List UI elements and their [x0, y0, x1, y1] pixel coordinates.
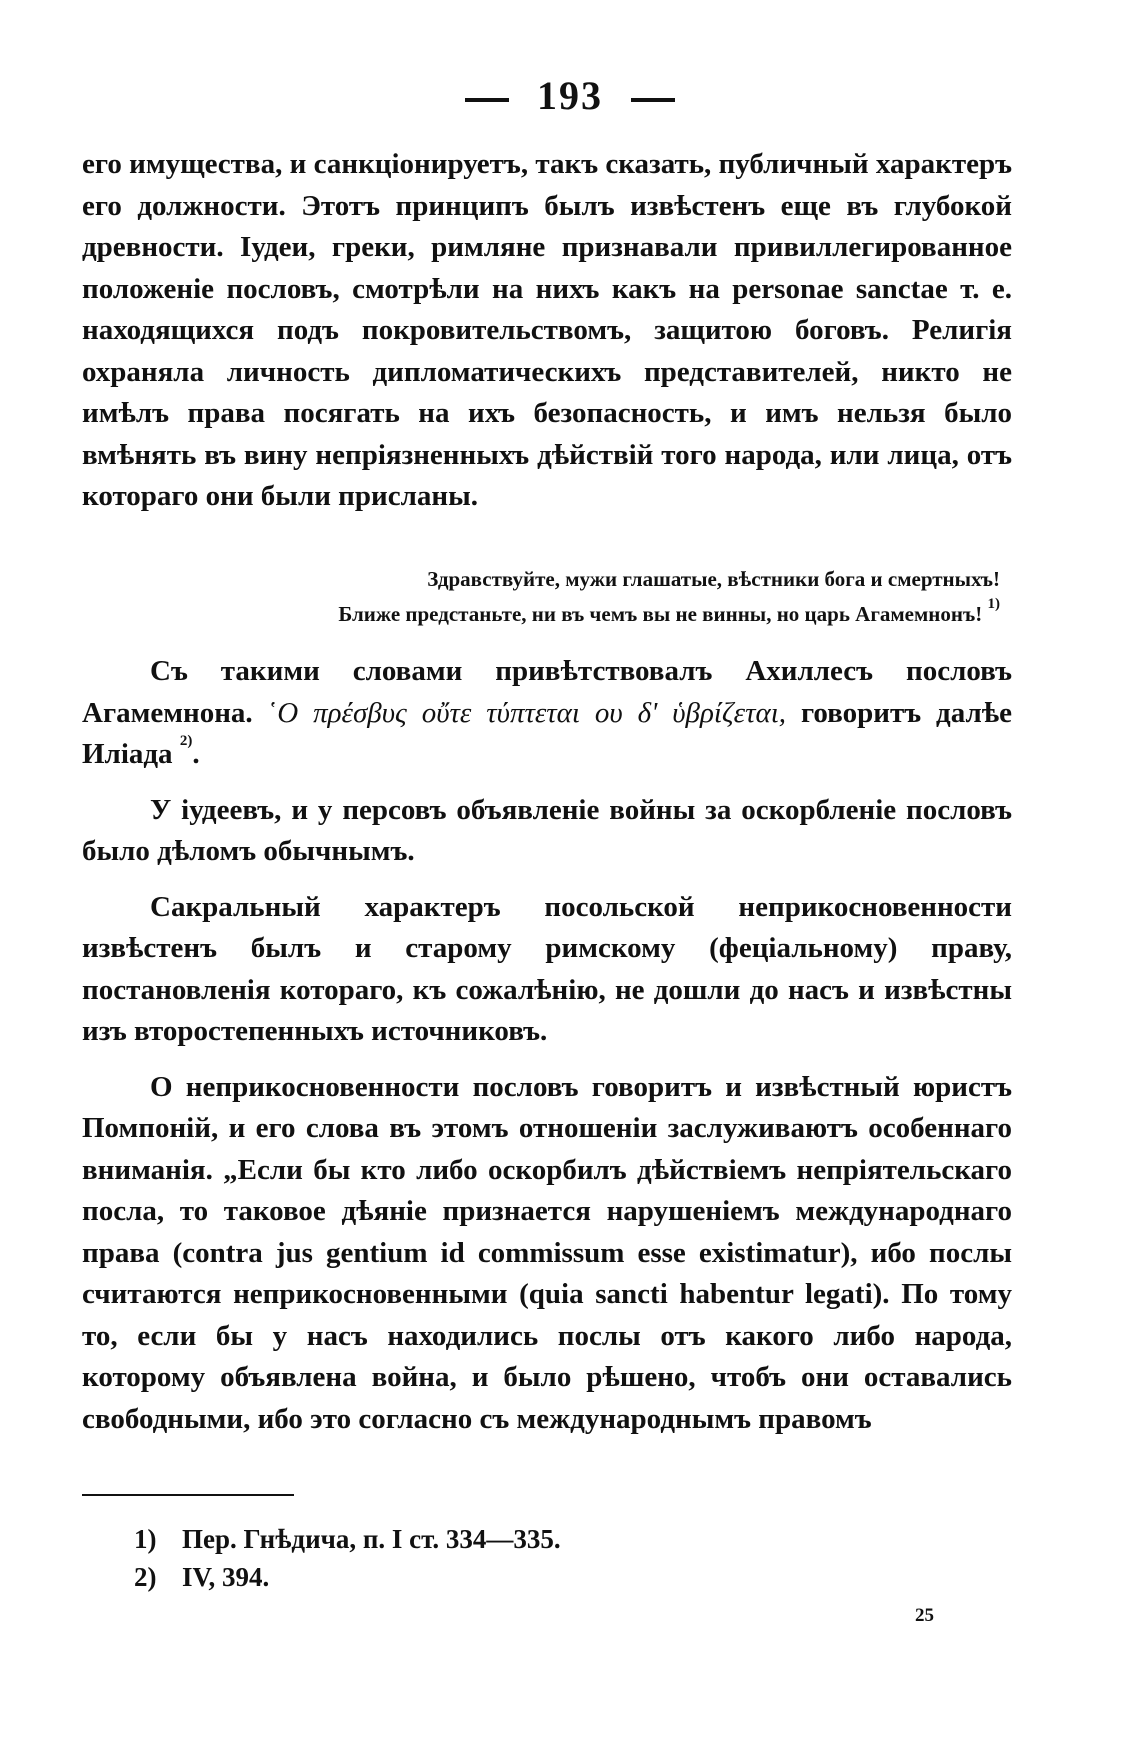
paragraph-2-text-b: говоритъ далѣе Иліада [82, 696, 1013, 770]
paragraph-4: Сакральный характеръ посольской неприкосновенности извѣстенъ былъ и старому римскому (феціальному) праву, постановленія котораго, къ сожалѣнію, не дошли до насъ и извѣстны изъ второстепенныхъ источниковъ. [82, 890, 1012, 1047]
footnote-ref-2: 2) [179, 733, 193, 749]
header-dash-right [631, 98, 675, 102]
paragraph-2-text-a: Съ такими словами привѣтствовалъ Ахиллесъ пословъ Агамемнона. [82, 655, 1012, 729]
text-block-main [82, 651, 1012, 1454]
verse-line-1: Здравствуйте, мужи глашатые, вѣстники бога и смертныхъ! [427, 567, 1000, 591]
footnote-2-mark: 2) [134, 1562, 157, 1592]
footnotes [134, 1520, 561, 1596]
footnote-2 [134, 1558, 561, 1596]
paragraph-2 [82, 651, 1012, 776]
footnote-1 [134, 1520, 561, 1558]
signature-mark: 25 [915, 1605, 934, 1626]
footnote-ref-1: 1) [987, 596, 1000, 612]
page-header [0, 72, 1140, 119]
paragraph-5: О неприкосновенности пословъ говоритъ и извѣстный юристъ Помпоній, и его слова въ этомъ отношеніи заслуживаютъ особеннаго вниманія. „Если бы кто либо оскорбилъ дѣйствіемъ непріятельскаго посла, то таковое дѣяніе признается нарушеніемъ международнаго права (contra jus gentium id commissum esse existimatur), ибо послы считаются неприкосновенными (quia sancti habentur legati). По тому то, если бы у насъ находились послы отъ какого либо народа, которому объявлена война, и было рѣшено, чтобъ они оставались свободными, ибо это согласно съ международнымъ правомъ [82, 1070, 1012, 1435]
header-dash-left [465, 98, 509, 102]
footnote-2-text: IV, 394. [182, 1562, 270, 1592]
page-number: 193 [537, 73, 603, 118]
footnote-1-mark: 1) [134, 1524, 157, 1554]
verse-line-2 [160, 597, 1000, 632]
verse-line-2-text: Ближе предстаньте, ни въ чемъ вы не винны, но царь Агамемнонъ! [338, 602, 983, 626]
greek-quote: ῾Ο πρέσβυς οὔτε τύπτεται ου δ' ὑβρίζεται, [267, 696, 787, 729]
paragraph-1: его имущества, и санкціонируетъ, такъ сказать, публичный характеръ его должности. Этотъ принципъ былъ извѣстенъ еще въ глубокой древности. Іудеи, греки, римляне признавали привиллегированное положеніе пословъ, смотрѣли на нихъ какъ на personae sanctae т. е. находящихся подъ покровительствомъ, защитою боговъ. Религія охраняла личность дипломатическихъ представителей, никто не имѣлъ права посягать на ихъ безопасность, и имъ нельзя было вмѣнять въ вину непріязненныхъ дѣйствій того народа, или лица, отъ котораго они были присланы. [82, 148, 1012, 512]
paragraph-3: У іудеевъ, и у персовъ объявленіе войны за оскорбленіе пословъ было дѣломъ обычнымъ. [82, 793, 1012, 867]
paragraph-2-end: . [192, 738, 200, 770]
footnote-1-text: Пер. Гнѣдича, п. I ст. 334—335. [182, 1524, 561, 1554]
footnote-divider [82, 1494, 294, 1496]
verse-quote [160, 562, 1000, 632]
text-block-top [82, 144, 1012, 532]
